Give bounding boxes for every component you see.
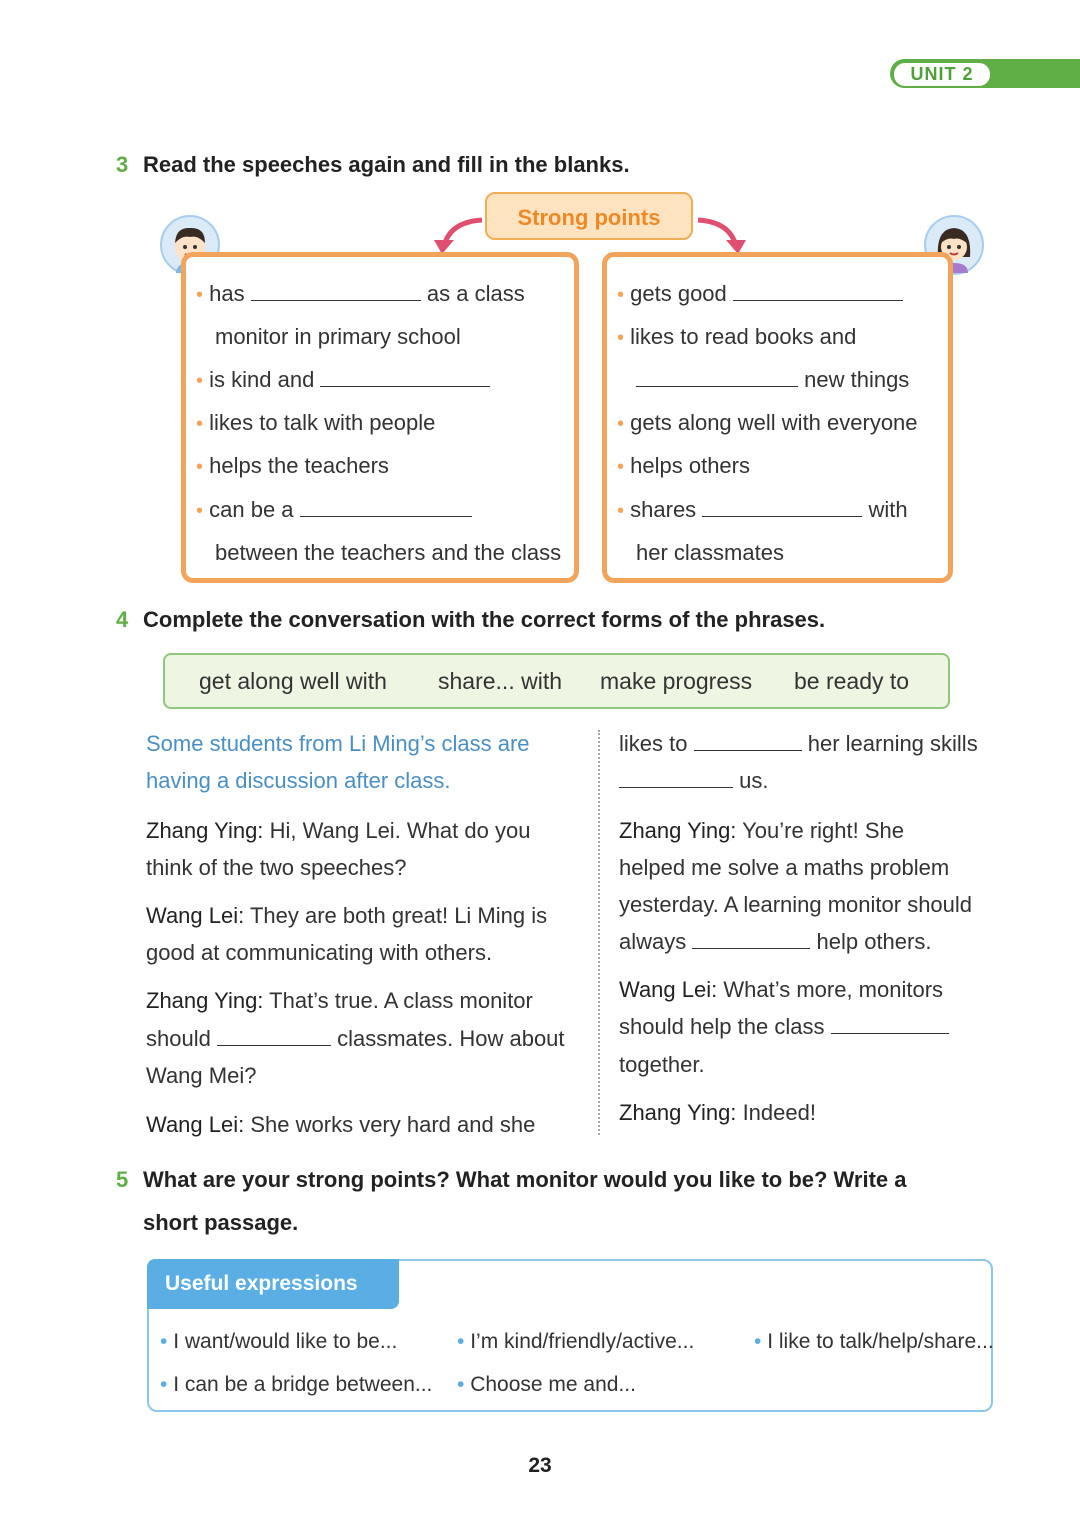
useful-expressions-title: Useful expressions: [147, 1259, 399, 1309]
conv-left-3: Wang Lei: They are both great! Li Ming is: [146, 903, 548, 928]
left-line-5: • helps the teachers: [196, 453, 389, 478]
conv-right-3: Zhang Ying: You’re right! She: [619, 818, 905, 843]
blank[interactable]: [694, 732, 802, 751]
conv-right-10: Zhang Ying: Indeed!: [619, 1100, 816, 1125]
conv-right-8: should help the class: [619, 1014, 949, 1040]
left-line-4: • likes to talk with people: [196, 410, 436, 435]
q3-number: 3: [116, 152, 129, 177]
conv-right-1: likes to her learning skills: [619, 731, 978, 756]
expression-2: • I’m kind/friendly/active...: [457, 1330, 695, 1353]
blank[interactable]: [702, 498, 862, 517]
conv-right-7: Wang Lei: What’s more, monitors: [619, 977, 944, 1002]
expression-4: • I can be a bridge between...: [160, 1373, 433, 1396]
blank[interactable]: [217, 1027, 331, 1046]
right-line-6: • shares with: [617, 497, 908, 522]
left-line-2: monitor in primary school: [215, 324, 461, 349]
phrase-1: get along well with: [199, 668, 387, 694]
q5-number: 5: [116, 1167, 129, 1192]
blank[interactable]: [636, 368, 798, 387]
conv-right-6: always help others.: [619, 929, 932, 954]
right-line-2: • likes to read books and: [617, 324, 857, 349]
q5-instruction-line-2: short passage.: [143, 1210, 299, 1235]
right-line-4: • gets along well with everyone: [617, 410, 918, 435]
phrase-2: share... with: [438, 668, 562, 694]
strong-points-label: Strong points: [485, 192, 693, 240]
right-line-3: new things: [636, 367, 909, 393]
left-line-7: between the teachers and the class: [215, 540, 562, 565]
q3-instruction: Read the speeches again and fill in the blanks.: [143, 152, 630, 177]
conv-left-5: Zhang Ying: That’s true. A class monitor: [146, 988, 533, 1013]
expression-3: • I like to talk/help/share...: [754, 1330, 994, 1353]
conv-right-2: us.: [619, 768, 768, 794]
right-line-7: her classmates: [636, 540, 784, 565]
phrase-4: be ready to: [794, 668, 910, 694]
conv-left-4: good at communicating with others.: [146, 940, 493, 965]
q4-number: 4: [116, 607, 129, 632]
left-line-1: • has as a class: [196, 281, 525, 306]
intro-line-1: Some students from Li Ming’s class are: [146, 731, 530, 756]
conv-left-8: Wang Lei: She works very hard and she: [146, 1112, 536, 1137]
conv-right-5: yesterday. A learning monitor should: [619, 892, 973, 917]
conv-right-9: together.: [619, 1052, 705, 1077]
right-line-1: • gets good: [617, 281, 903, 307]
blank[interactable]: [831, 1015, 949, 1034]
page-number: 23: [528, 1454, 552, 1477]
conv-right-4: helped me solve a maths problem: [619, 855, 950, 880]
blank[interactable]: [251, 282, 421, 301]
left-line-6: • can be a: [196, 497, 472, 523]
conv-left-7: Wang Mei?: [146, 1063, 257, 1088]
blank[interactable]: [320, 368, 490, 387]
blank[interactable]: [733, 282, 903, 301]
blank[interactable]: [300, 498, 472, 517]
conv-left-6: should classmates. How about: [146, 1026, 565, 1051]
column-divider: [598, 730, 600, 1135]
right-line-5: • helps others: [617, 453, 750, 478]
q5-instruction-line-1: What are your strong points? What monitor would you like to be? Write a: [143, 1167, 907, 1192]
intro-line-2: having a discussion after class.: [146, 768, 451, 793]
expression-5: • Choose me and...: [457, 1373, 636, 1396]
conv-left-1: Zhang Ying: Hi, Wang Lei. What do you: [146, 818, 531, 843]
left-line-3: • is kind and: [196, 367, 490, 393]
unit-label: UNIT 2: [893, 62, 991, 87]
blank[interactable]: [619, 769, 733, 788]
phrase-3: make progress: [600, 668, 753, 694]
expression-1: • I want/would like to be...: [160, 1330, 398, 1353]
blank[interactable]: [692, 930, 810, 949]
conv-left-2: think of the two speeches?: [146, 855, 407, 880]
q4-instruction: Complete the conversation with the correct forms of the phrases.: [143, 607, 826, 632]
